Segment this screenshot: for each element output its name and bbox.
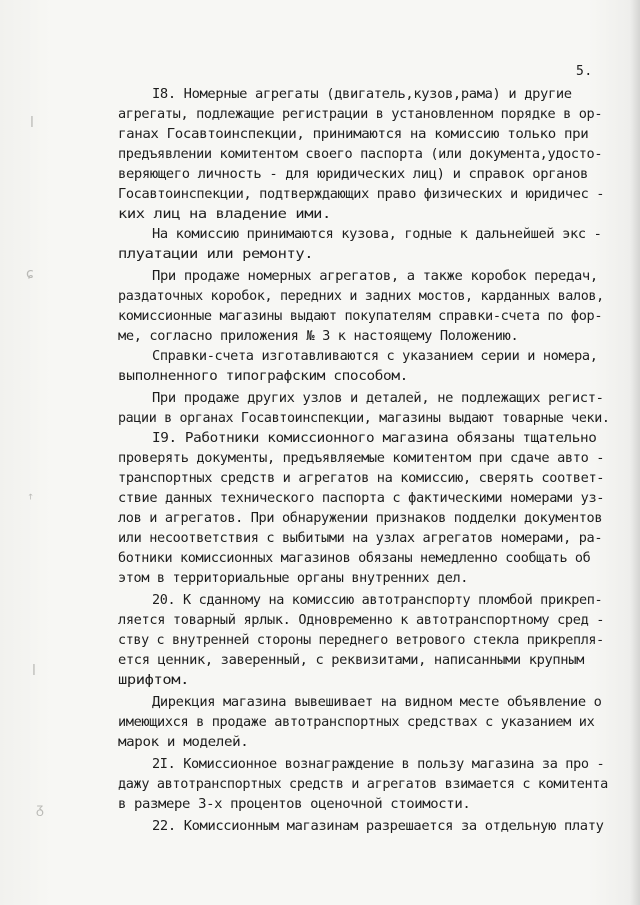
page-edge-shadow (630, 0, 640, 905)
text-line: ботники комиссионных магазинов обязаны немедленно сообщать об (118, 551, 591, 566)
text-line: I9. Работники комиссионного магазина обязаны тщательно (152, 431, 597, 446)
text-line: комиссионные магазины выдают покупателям справки-счета по фор- (118, 309, 603, 324)
text-line: Дирекция магазина вывешивает на видном месте объявление о (152, 695, 602, 710)
text-line: ме, согласно приложения № 3 к настоящему Положению. (118, 329, 519, 344)
text-line: веряющего личность - для юридических лиц) и справок органов (118, 167, 588, 182)
text-line: ляется товарный ярлык. Одновременно к автотранспортному сред - (118, 613, 605, 628)
text-line: марок и моделей. (118, 735, 249, 750)
text-line: Справки-счета изготавливаются с указанием серии и номера, (152, 349, 598, 364)
text-line: или несоответствия с выбитыми на узлах агрегатов номерами, ра- (118, 531, 603, 546)
text-line: На комиссию принимаются кузова, годные к дальнейшей экс - (152, 227, 602, 242)
text-line: ких лиц на владение ими. (118, 207, 331, 222)
text-line: шрифтом. (118, 673, 189, 688)
text-line: ется ценник, заверенный, с реквизитами, написанными крупным (118, 653, 584, 668)
text-line: в размере 3-х процентов оценочной стоимости. (118, 797, 471, 812)
text-line: 20. К сданному на комиссию автотранспорту пломбой прикреп- (152, 593, 603, 608)
margin-smudge-mark: ꞁ (30, 112, 34, 128)
text-line: I8. Номерные агрегаты (двигатель,кузов,рама) и другие (152, 87, 572, 102)
margin-smudge-mark: ɕ (26, 266, 34, 282)
text-line: ству с внутренней стороны переднего ветрового стекла прикрепля- (118, 633, 604, 648)
text-line: плуатации или ремонту. (118, 247, 314, 262)
text-line: ствие данных технического паспорта с фактическими номерами уз- (118, 491, 605, 506)
text-line: проверять документы, предъявляемые комитентом при сдаче авто - (118, 451, 605, 466)
text-line: При продаже номерных агрегатов, а также коробок передач, (152, 269, 598, 284)
text-line: Госавтоинспекции, подтверждающих право физических и юридичес - (118, 187, 605, 202)
text-line: имеющихся в продаже автотранспортных средствах с указанием их (118, 715, 595, 730)
text-line: рации в органах Госавтоинспекции, магазины выдают товарные чеки. (118, 411, 610, 426)
text-line: этом в территориальные органы внутренних дел. (118, 571, 469, 586)
margin-smudge-mark: ᵹ (36, 801, 44, 817)
margin-smudge-mark: ꜛ (28, 492, 34, 508)
text-line: транспортных средств и агрегатов на комиссию, сверять соответ- (118, 471, 605, 486)
text-line: ганах Госавтоинспекции, принимаются на комиссию только при (118, 127, 589, 142)
text-line: предъявлении комитентом своего паспорта (или документа,удосто- (118, 147, 603, 162)
text-line: выполненного типографским способом. (118, 369, 408, 384)
page-number: 5. (576, 64, 593, 79)
text-line: дажу автотранспортных средств и агрегатов взимается с комитента (118, 777, 608, 792)
text-line: лов и агрегатов. При обнаружении признаков подделки документов (118, 511, 603, 526)
text-line: 22. Комиссионным магазинам разрешается за отдельную плату (152, 819, 604, 834)
margin-smudge-mark: ꞁ (32, 660, 36, 676)
text-line: агрегаты, подлежащие регистрации в установленном порядке в ор- (118, 107, 603, 122)
text-line: раздаточных коробок, передних и задних мостов, карданных валов, (118, 289, 604, 304)
text-line: 2I. Комиссионное вознаграждение в пользу магазина за про - (152, 757, 605, 772)
text-line: При продаже других узлов и деталей, не подлежащих регист- (152, 391, 604, 406)
